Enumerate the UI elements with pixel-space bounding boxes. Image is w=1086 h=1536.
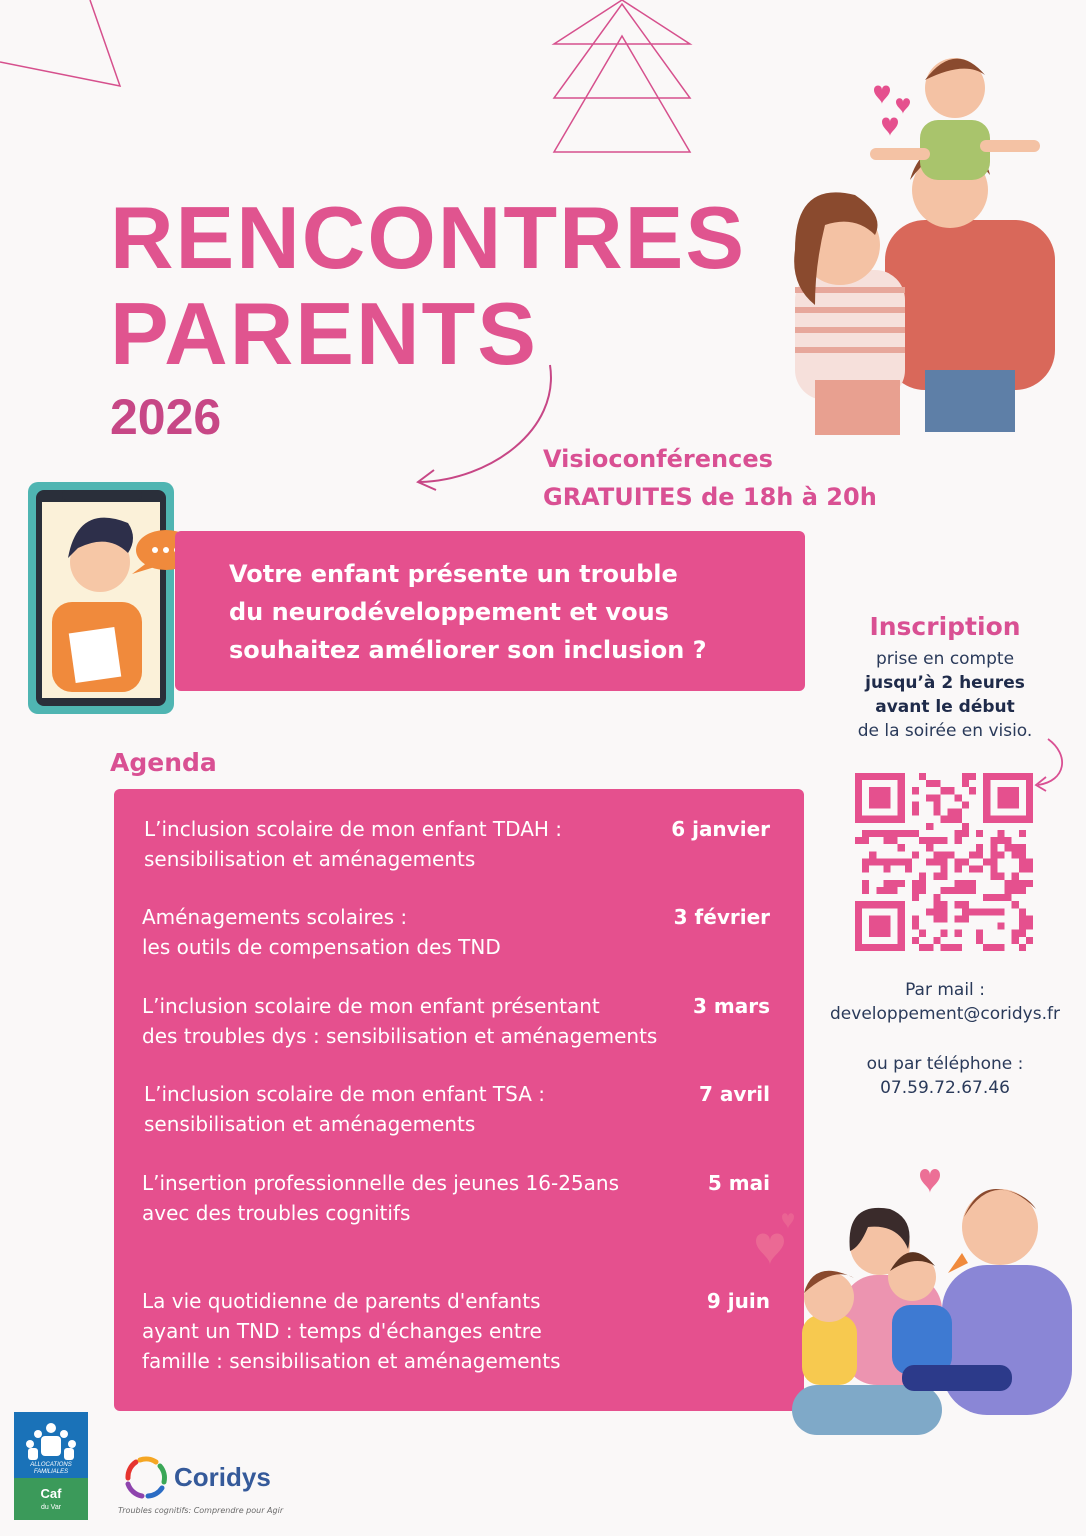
agenda-topic-line: L’insertion professionnelle des jeunes 16-25ans	[142, 1171, 620, 1195]
agenda-date: 3 mars	[693, 994, 770, 1018]
caf-logo	[14, 1412, 88, 1520]
inscription-info	[820, 612, 1070, 743]
family-illustration-top	[770, 40, 1070, 440]
agenda-topic-line: L’inclusion scolaire de mon enfant TSA :	[144, 1082, 545, 1106]
mail-label: Par mail :	[905, 980, 985, 1000]
caf-line-2: FAMILIALES	[33, 1469, 69, 1475]
agenda-topic-line: sensibilisation et aménagements	[144, 1112, 476, 1136]
agenda-topic-line: les outils de compensation des TND	[142, 935, 501, 959]
page-title	[110, 190, 746, 382]
agenda-topic	[142, 991, 682, 1051]
agenda-topic	[144, 814, 684, 874]
agenda-date: 7 avril	[699, 1082, 770, 1106]
visio-line-1: Visioconférences	[543, 445, 773, 473]
phone-label: ou par téléphone :	[866, 1054, 1024, 1074]
contact-info	[810, 978, 1080, 1100]
agenda-topic-line: des troubles dys : sensibilisation et aménagements	[142, 1024, 658, 1048]
agenda-topic-line: L’inclusion scolaire de mon enfant présentant	[142, 994, 600, 1018]
caf-name: Caf	[40, 1486, 62, 1501]
agenda-list	[114, 789, 804, 1411]
qr-code[interactable]	[855, 773, 1033, 955]
agenda-topic	[142, 1168, 682, 1228]
agenda-topic-line: avec des troubles cognitifs	[142, 1201, 411, 1225]
coridys-logo	[118, 1452, 284, 1515]
question-box	[175, 531, 805, 691]
agenda-topic	[142, 1286, 682, 1376]
title-line-1: RENCONTRES	[110, 188, 747, 287]
agenda-topic-line: sensibilisation et aménagements	[144, 847, 476, 871]
agenda-date: 5 mai	[707, 1171, 770, 1195]
agenda-topic	[142, 902, 682, 962]
mail-link[interactable]: developpement@coridys.fr	[830, 1004, 1060, 1024]
inscription-line-3: avant le début	[875, 697, 1015, 717]
phone-number[interactable]: 07.59.72.67.46	[880, 1078, 1010, 1098]
agenda-date: 9 juin	[706, 1289, 770, 1313]
decorative-lines	[0, 0, 700, 160]
title-line-2: PARENTS	[110, 284, 538, 383]
caf-region: du Var	[40, 1504, 62, 1511]
agenda-topic-line: famille : sensibilisation et aménagements	[142, 1349, 561, 1373]
family-illustration-bottom	[752, 1165, 1082, 1465]
agenda-topic-line: ayant un TND : temps d'échanges entre	[142, 1319, 542, 1343]
question-line-2: du neurodéveloppement et vous	[229, 598, 669, 626]
heart-icon	[874, 86, 910, 137]
agenda-date: 3 février	[673, 905, 770, 929]
inscription-line-2: jusqu’à 2 heures	[865, 673, 1025, 693]
agenda-topic-line: La vie quotidienne de parents d'enfants	[142, 1289, 541, 1313]
visio-line-2: GRATUITES de 18h à 20h	[543, 483, 877, 511]
question-line-1: Votre enfant présente un trouble	[229, 560, 678, 588]
agenda-date: 6 janvier	[671, 817, 770, 841]
agenda-topic	[144, 1079, 684, 1139]
agenda-title: Agenda	[110, 748, 217, 777]
inscription-line-4: de la soirée en visio.	[857, 721, 1033, 741]
agenda-topic-line: L’inclusion scolaire de mon enfant TDAH :	[144, 817, 563, 841]
question-text	[229, 555, 789, 669]
question-line-3: souhaitez améliorer son inclusion ?	[229, 636, 707, 664]
inscription-line-1: prise en compte	[875, 649, 1015, 669]
visio-info	[543, 440, 877, 516]
agenda-topic-line: Aménagements scolaires :	[142, 905, 408, 929]
year: 2026	[110, 389, 222, 445]
caf-line-1: ALLOCATIONS	[30, 1462, 72, 1468]
coridys-name: Coridys	[174, 1462, 271, 1492]
heart-icon	[756, 1169, 940, 1265]
inscription-title: Inscription	[869, 612, 1021, 641]
coridys-tagline: Troubles cognitifs: Comprendre pour Agir	[118, 1506, 284, 1515]
arrow-icon	[1030, 735, 1070, 795]
